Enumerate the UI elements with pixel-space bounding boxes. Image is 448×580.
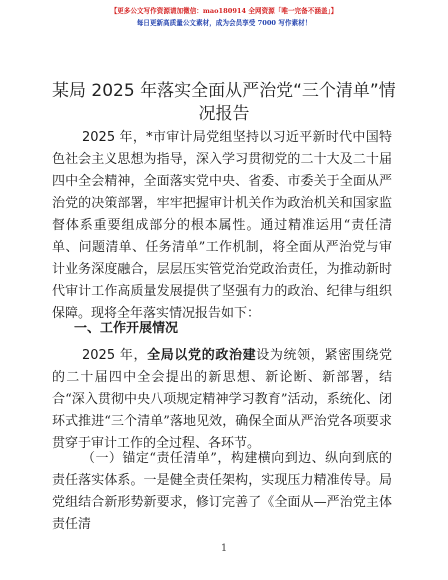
section-bold-phrase: 全局以党的政治建 [147,348,257,363]
item-paragraph: （一）锚定“责任清单”，构建横向到边、纵向到底的责任落实体系。一是健全责任架构，实现压力精准传导。局党组结合新形势新要求，修订完善了《全面从—严治党主体责任清 [52,451,392,532]
title-line-1: 某局 2025 年落实全面从严治党“三个清单”情 [52,81,396,101]
document-title [52,80,396,126]
page-number: 1 [220,543,228,554]
section-paragraph [52,345,392,455]
section-year: 2025 年， [82,348,148,363]
promo-banner-blue: 每日更新高质量公文素材，成为会员享受 7000 写作素材！ [136,19,312,27]
section-text: 设为统领，紧密围绕党的二十届四中全会提出的新思想、新论断、新部署，结合“深入贯彻中央八项规定精神学习教育”活动，系统化、闭环式推进“三个清单”落地见效，确保全面从严治党各项要求贯穿于审计工作的全过程、各环节。 [52,348,392,451]
intro-year: 2025 年， [82,130,147,145]
intro-paragraph [52,127,392,325]
section-heading: 一、工作开展情况 [74,321,179,336]
intro-text: *市审计局党组坚持以习近平新时代中国特色社会主义思想为指导，深入学习贯彻党的二十大及二十届四中全会精神，全面落实党中央、省委、市委关于全面从严治党的决策部署，牢牢把握审计机关作为政治机关和国家监督体系重要组成部分的根本属性。通过精准运用“责任清单、问题清单、任务清单”工作机制，将全面从严治党与审计业务深度融合，层层压实管党治党政治责任，为推动新时代审计工作高质量发展提供了坚强有力的政治、纪律与组织保障。现将全年落实情况报告如下： [52,130,392,321]
promo-banner-red: 【更多公文写作资源请加微信：mao180914 全网资源「唯一完备不涵盖」】 [110,7,338,15]
title-line-2: 况报告 [198,104,250,124]
